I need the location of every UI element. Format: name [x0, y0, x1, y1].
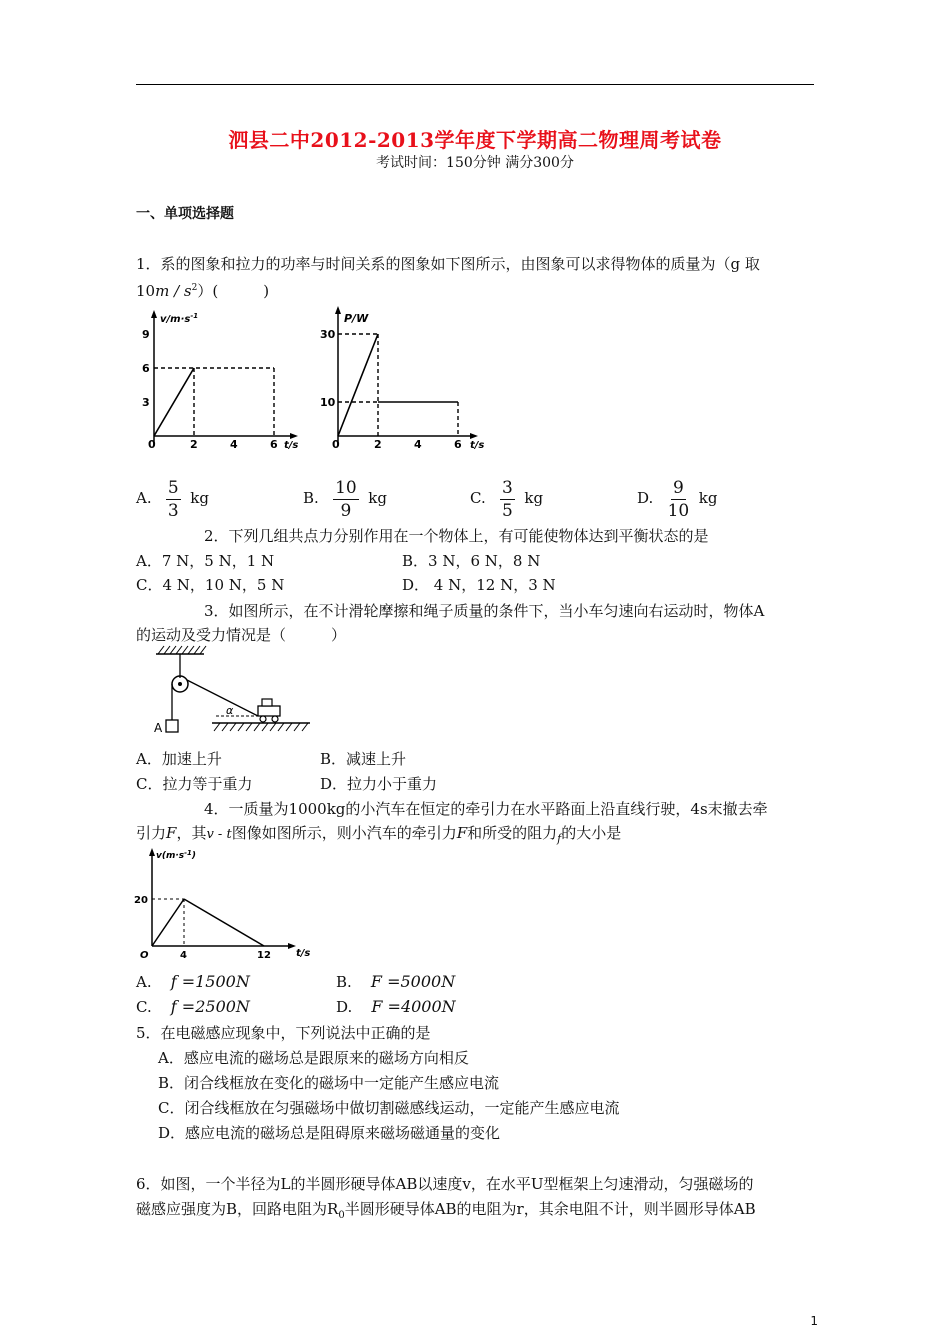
pt-ylabel: P/W — [344, 312, 369, 325]
q4-option-d[interactable]: D. F =4000N — [336, 997, 456, 1016]
pt-xlabel: t/s — [470, 440, 485, 450]
q4-text-line2: 引力F，其v - t图像如图所示，则小汽车的牵引力F和所受的阻力$_f$的大小是 — [136, 824, 622, 845]
q6-text-line2: 磁感应强度为B，回路电阻为$R_0$半圆形硬导体AB的电阻为r，其余电阻不计，则半圆形导体AB — [136, 1200, 756, 1221]
q2-option-c[interactable]: C．4 N，10 N，5 N — [136, 576, 285, 594]
vt-line-rise — [154, 368, 194, 436]
vt-xlabel: t/s — [284, 440, 299, 450]
q1-option-d[interactable]: D. $\frac{9}{10}$ kg — [637, 477, 718, 521]
q4-option-a[interactable]: A. f =1500N — [136, 972, 250, 991]
q4-line-fall — [184, 899, 264, 946]
cart-icon — [258, 699, 280, 722]
vt-ytick-6: 6 — [142, 362, 150, 375]
q3-option-c[interactable]: C．拉力等于重力 — [136, 775, 253, 793]
vt-xtick-6: 6 — [270, 438, 278, 450]
q4-xtick-12: 12 — [257, 950, 271, 961]
page-number: 1 — [810, 1314, 818, 1328]
vt-ylabel: $v/m\cdot s^{-1}$ — [160, 312, 199, 325]
pt-ytick-10: 10 — [320, 396, 336, 409]
block-a-label: A — [154, 721, 163, 735]
q2-option-a[interactable]: A．7 N，5 N，1 N — [136, 552, 275, 570]
q2-text: 2．下列几组共点力分别作用在一个物体上，有可能使物体达到平衡状态的是 — [204, 527, 709, 545]
q5-text: 5．在电磁感应现象中，下列说法中正确的是 — [136, 1024, 431, 1042]
q5-option-d[interactable]: D．感应电流的磁场总是阻碍原来磁场磁通量的变化 — [158, 1124, 501, 1142]
page-title: 泗县二中2012-2013学年度下学期高二物理周考试卷 — [228, 128, 722, 152]
q4-line-rise — [152, 899, 184, 946]
page-subtitle: 考试时间：150分钟 满分300分 — [376, 155, 574, 171]
q3-option-d[interactable]: D．拉力小于重力 — [320, 775, 438, 793]
q1-option-b[interactable]: B. $\frac{10}{9}$ kg — [303, 477, 387, 521]
q4-xlabel: t/s — [296, 948, 311, 959]
q3-option-b[interactable]: B．减速上升 — [320, 750, 407, 768]
q4-vt-chart — [132, 846, 312, 962]
q6-text-line1: 6．如图，一个半径为L的半圆形硬导体AB以速度v，在水平U型框架上匀速滑动，匀强磁场的 — [136, 1175, 754, 1193]
q4-option-b[interactable]: B. F =5000N — [336, 972, 456, 991]
pt-xtick-6: 6 — [454, 438, 462, 450]
q5-option-c[interactable]: C．闭合线框放在匀强磁场中做切割磁感线运动，一定能产生感应电流 — [158, 1099, 620, 1117]
q3-text-line2: 的运动及受力情况是（ ） — [136, 626, 347, 644]
q4-text-line1: 4．一质量为1000kg的小汽车在恒定的牵引力在水平路面上沿直线行驶，4s末撤去牵 — [204, 800, 768, 818]
section-heading: 一、单项选择题 — [136, 206, 234, 222]
q2-option-b[interactable]: B．3 N，6 N，8 N — [402, 552, 541, 570]
q3-option-a[interactable]: A．加速上升 — [136, 750, 222, 768]
vt-ytick-3: 3 — [142, 396, 150, 409]
vt-xtick-2: 2 — [190, 438, 198, 450]
pt-xtick-4: 4 — [414, 438, 422, 450]
q1-text-line2: $10m / s^2$）( ) — [136, 282, 270, 300]
q2-option-d[interactable]: D． 4 N，12 N，3 N — [402, 576, 556, 594]
q1-vt-chart — [140, 308, 310, 450]
header-rule — [136, 84, 814, 85]
block-a — [166, 720, 178, 732]
q4-ytick-20: 20 — [134, 895, 148, 906]
q5-option-a[interactable]: A．感应电流的磁场总是跟原来的磁场方向相反 — [158, 1049, 469, 1067]
q4-xtick-4: 4 — [180, 950, 187, 961]
q3-pulley-figure — [146, 644, 312, 740]
pt-ytick-30: 30 — [320, 328, 336, 341]
q3-text-line1: 3．如图所示，在不计滑轮摩擦和绳子质量的条件下，当小车匀速向右运动时，物体A — [204, 602, 765, 620]
pt-origin: 0 — [332, 438, 340, 450]
vt-origin: 0 — [148, 438, 156, 450]
q1-option-a[interactable]: A. $\frac{5}{3}$ kg — [136, 477, 209, 521]
angle-alpha-label: α — [226, 704, 234, 717]
pt-line-rise — [338, 334, 378, 436]
vt-ytick-9: 9 — [142, 328, 150, 341]
q1-option-c[interactable]: C. $\frac{3}{5}$ kg — [470, 477, 544, 521]
q5-option-b[interactable]: B．闭合线框放在变化的磁场中一定能产生感应电流 — [158, 1074, 500, 1092]
q4-origin: O — [140, 950, 149, 961]
pt-xtick-2: 2 — [374, 438, 382, 450]
vt-xtick-4: 4 — [230, 438, 238, 450]
q4-ylabel: $v(m\cdot s^{-1})$ — [156, 849, 197, 861]
q1-pt-chart — [318, 304, 490, 450]
q1-text-line1: 1．系的图象和拉力的功率与时间关系的图象如下图所示，由图象可以求得物体的质量为（g 取 — [136, 255, 760, 273]
q4-option-c[interactable]: C. f =2500N — [136, 997, 250, 1016]
